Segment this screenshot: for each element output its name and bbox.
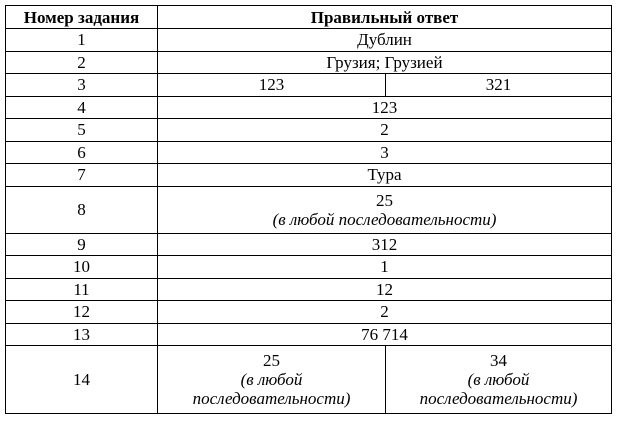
table-row <box>6 301 612 324</box>
table-row <box>6 164 612 187</box>
task-number: 2 <box>6 51 158 74</box>
answer-cell: 123 <box>158 96 612 119</box>
table-row <box>6 29 612 52</box>
answer-cell: 1 <box>158 256 612 279</box>
task-number: 6 <box>6 141 158 164</box>
answer-cell-left <box>158 346 386 414</box>
answer-cell: 2 <box>158 119 612 142</box>
answer-cell: Тура <box>158 164 612 187</box>
task-number: 14 <box>6 346 158 414</box>
task-number: 7 <box>6 164 158 187</box>
answer-cell: 312 <box>158 233 612 256</box>
task-number: 1 <box>6 29 158 52</box>
task-number: 4 <box>6 96 158 119</box>
answer-cell: Грузия; Грузией <box>158 51 612 74</box>
answer-cell <box>158 186 612 233</box>
answer-cell: 76 714 <box>158 323 612 346</box>
answer-value: 25 <box>263 351 280 370</box>
answer-cell-left: 123 <box>158 74 386 97</box>
task-number: 9 <box>6 233 158 256</box>
table-row <box>6 233 612 256</box>
table-row <box>6 256 612 279</box>
answer-cell: Дублин <box>158 29 612 52</box>
task-number: 11 <box>6 278 158 301</box>
table-row <box>6 323 612 346</box>
table-row <box>6 346 612 414</box>
task-number: 10 <box>6 256 158 279</box>
task-number: 8 <box>6 186 158 233</box>
header-task-number: Номер задания <box>6 6 158 29</box>
table-row <box>6 51 612 74</box>
answer-value: 34 <box>490 351 507 370</box>
answer-cell-right: 321 <box>386 74 612 97</box>
answer-cell-right <box>386 346 612 414</box>
header-row <box>6 6 612 29</box>
answer-cell: 12 <box>158 278 612 301</box>
table-row <box>6 141 612 164</box>
header-correct-answer: Правильный ответ <box>158 6 612 29</box>
answer-cell: 2 <box>158 301 612 324</box>
answer-note: (в любой последовательности) <box>192 370 351 408</box>
table-row <box>6 96 612 119</box>
table-row <box>6 186 612 233</box>
table-row <box>6 278 612 301</box>
table-row <box>6 74 612 97</box>
task-number: 5 <box>6 119 158 142</box>
answer-value: 25 <box>376 190 393 210</box>
answer-note: (в любой последовательности) <box>272 209 497 229</box>
answer-note: (в любой последовательности) <box>419 370 578 408</box>
answers-table <box>5 5 612 414</box>
answer-cell: 3 <box>158 141 612 164</box>
table-row <box>6 119 612 142</box>
task-number: 3 <box>6 74 158 97</box>
task-number: 12 <box>6 301 158 324</box>
task-number: 13 <box>6 323 158 346</box>
